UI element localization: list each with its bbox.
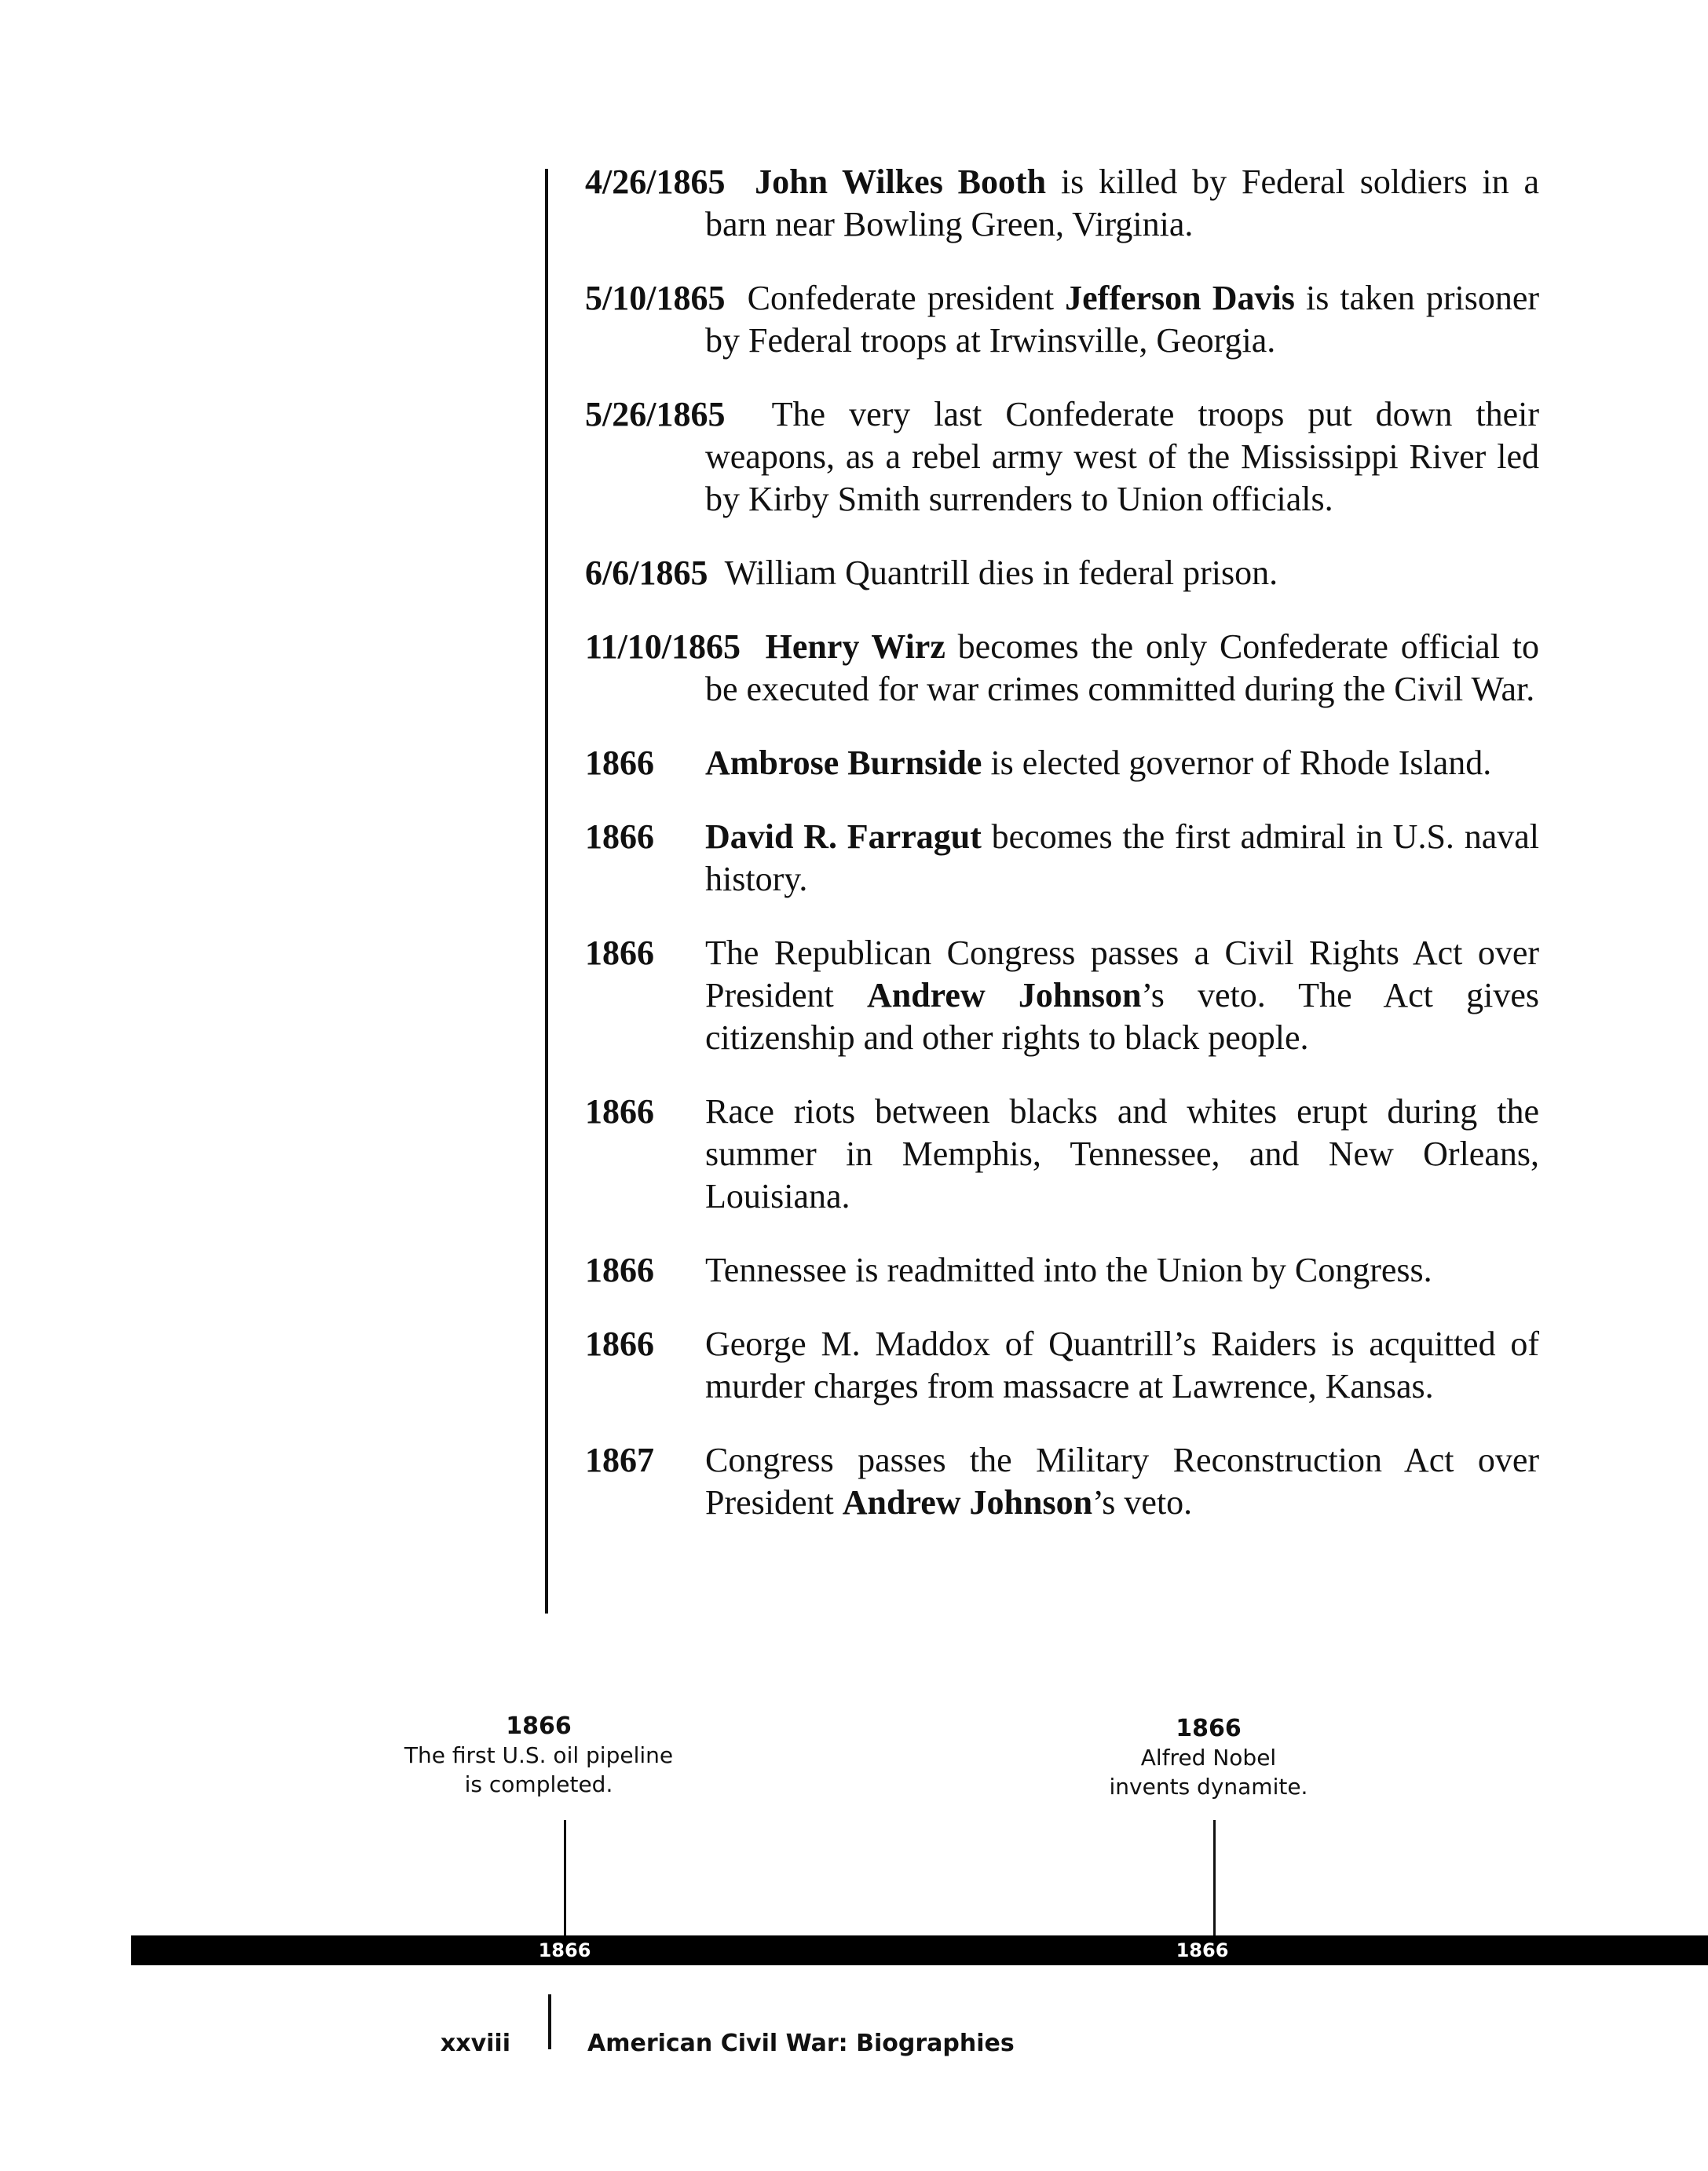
chronology-entry: 1866 Race riots between blacks and whites erupt during the summer in Memphis, Tennessee, and New Orleans, Louisiana. — [585, 1092, 1539, 1215]
timeline-tick — [564, 1820, 566, 1938]
timeline-bar — [131, 1935, 1708, 1965]
chronology-entry: 1867 Congress passes the Military Reconstruction Act over President Andrew Johnson’s veto. — [585, 1441, 1539, 1522]
book-title: American Civil War: Biographies — [587, 2030, 1015, 2057]
timeline-event-dynamite: 1866 Alfred Nobel invents dynamite. — [1109, 1715, 1308, 1800]
chronology-entry: 5/10/1865 Confederate president Jefferson Davis is taken prisoner by Federal troops at Irwinsville, Georgia. — [585, 279, 1540, 360]
chronology-entry: 1866 The Republican Congress passes a Civil Rights Act over President Andrew Johnson’s veto. The Act gives citizenship and other rights to black people. — [585, 934, 1539, 1057]
timeline-bar-label: 1866 — [538, 1939, 591, 1961]
page-number: xxviii — [440, 2030, 510, 2057]
chronology-rule — [545, 169, 548, 1614]
timeline-tick — [1213, 1820, 1216, 1938]
chronology-entry: 1866 George M. Maddox of Quantrill’s Raiders is acquitted of murder charges from massacre at Lawrence, Kansas. — [585, 1325, 1539, 1405]
chronology-entry: 5/26/1865 The very last Confederate troops put down their weapons, as a rebel army west of the Mississippi River led by Kirby Smith surrenders to Union officials. — [585, 395, 1540, 518]
chronology-entry: 11/10/1865 Henry Wirz becomes the only Confederate official to be executed for war crimes committed during the Civil War. — [585, 627, 1540, 708]
chronology-entry: 1866 Ambrose Burnside is elected governor of Rhode Island. — [585, 744, 1492, 782]
chronology-entry: 1866 David R. Farragut becomes the first admiral in U.S. naval history. — [585, 817, 1539, 898]
chronology-entry: 6/6/1865 William Quantrill dies in federal prison. — [585, 554, 1278, 592]
footer-divider — [548, 1994, 551, 2049]
chronology-entry: 4/26/1865 John Wilkes Booth is killed by Federal soldiers in a barn near Bowling Green, Virginia. — [585, 163, 1539, 243]
chronology-entry: 1866 Tennessee is readmitted into the Union by Congress. — [585, 1251, 1432, 1289]
timeline-bar-label: 1866 — [1176, 1939, 1229, 1961]
chronology-list — [585, 161, 1539, 1555]
timeline-event-oil-pipeline: 1866 The first U.S. oil pipeline is completed. — [404, 1712, 674, 1797]
